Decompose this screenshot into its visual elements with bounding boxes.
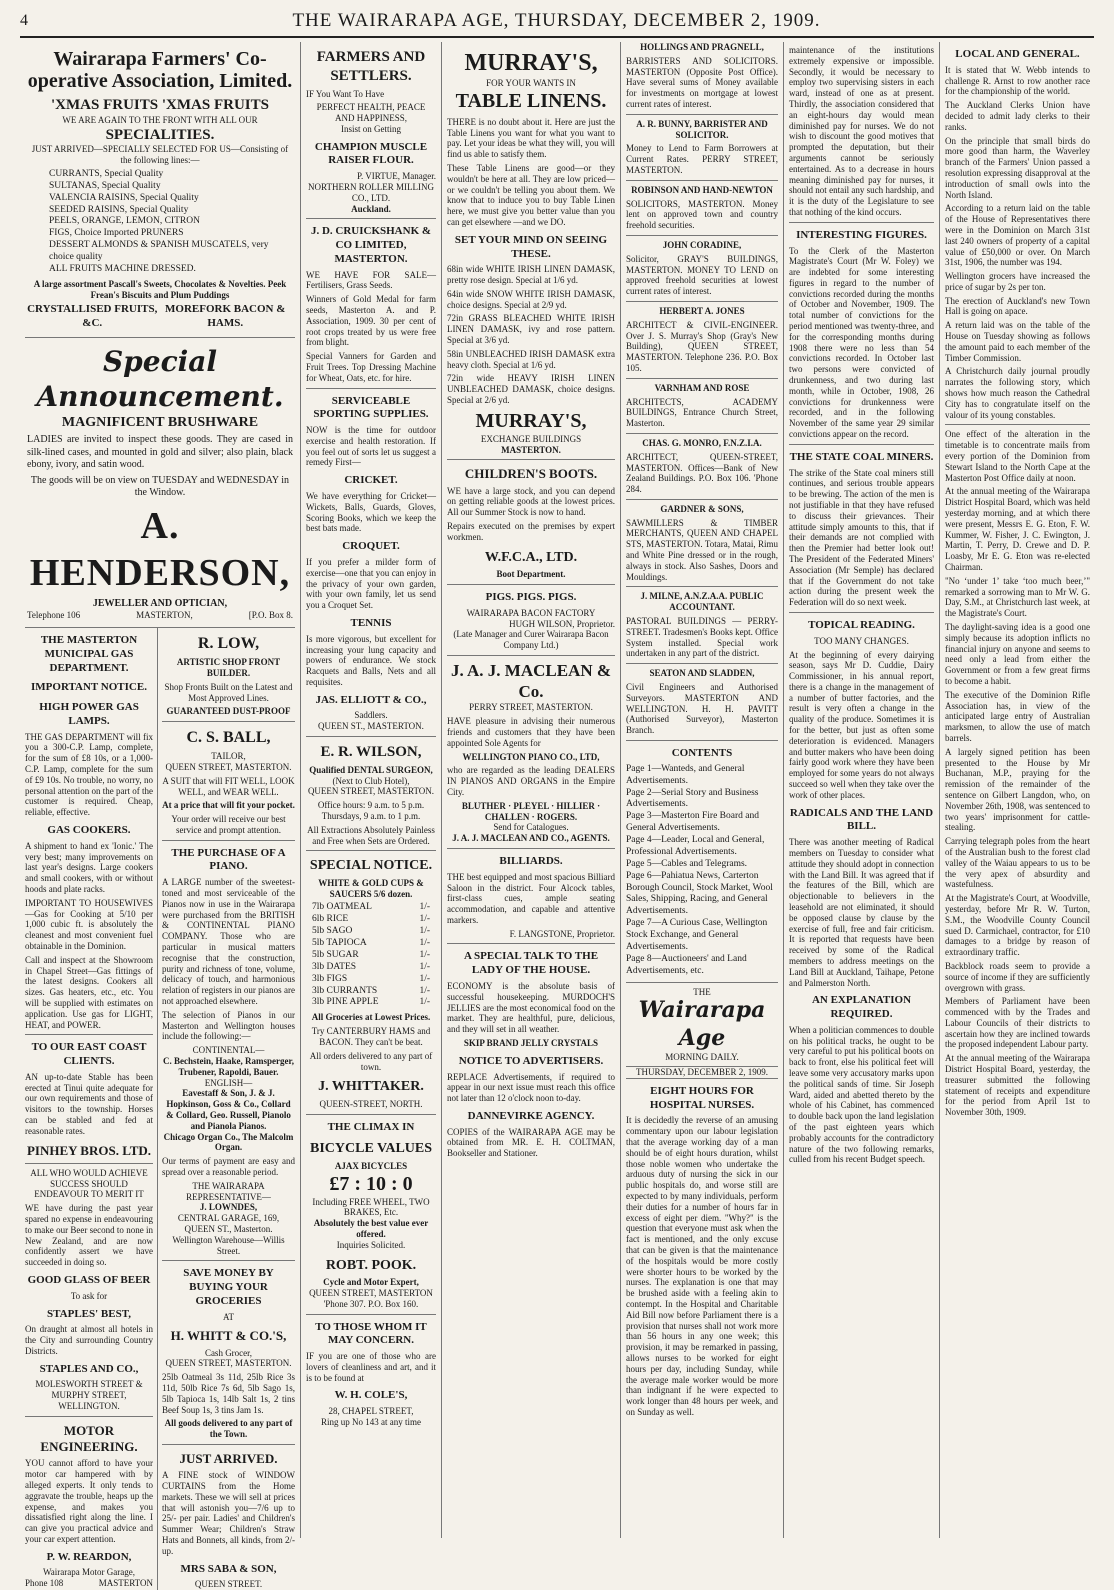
- local-title: LOCAL AND GENERAL.: [955, 48, 1080, 60]
- murrays-bldg: EXCHANGE BUILDINGS: [480, 433, 582, 444]
- wilson-note: All Extractions Absolutely Painless and Free when Sets are Ordered.: [307, 824, 435, 846]
- boots-title: CHILDREN'S BOOTS.: [464, 466, 598, 482]
- jelly-brand: SKIP BRAND JELLY CRYSTALS: [463, 1037, 599, 1048]
- card: SEATON AND SLADDEN, Civil Engineers and Authorised Surveyors. MASTERTON AND WELLINGTON. H. H. PAVITT (Authorised Surveyor), Masterton Branch.: [626, 668, 778, 736]
- wilson-trade: Qualified DENTAL SURGEON,: [309, 764, 433, 775]
- contents-title: CONTENTS: [671, 747, 733, 760]
- piano-body: A LARGE number of the sweetest-toned and most serviceable of the Pianos now in use in the Wairarapa were purchased from the BRITISH & CONTINENTAL PIANO COMPANY. Those who are particular in musical matters recognise that the construction, purity and richness of tone, volume, delicacy of touch, and harmonious relation of registers in our pianos are not approached elsewhere.: [162, 877, 295, 1006]
- topical-body: At the beginning of every dairying season, says Mr D. Cuddie, Dairy Commissioner, in his annual report, there is a change in the management of a number of butter factories, and the result is very often a change in the quality of the produce. Sometimes it is for the better, but just as often some deterioration is evidenced. Managers and butter makers who have been doing fairly good work where they have been employed for some years do not always succeed so well when they take over the work of other places.: [789, 649, 934, 800]
- local-item: Wellington grocers have increased the price of sugar by 2s per ton.: [945, 271, 1090, 292]
- henderson-trade: JEWELLER AND OPTICIAN,: [92, 597, 228, 609]
- contents-item: Page 7—A Curious Case, Wellington Stock Exchange, and General Advertisements.: [626, 918, 768, 952]
- advertisers-body: REPLACE Advertisements, if required to appear in our next issue must reach this office not later than 12 o'clock noon to-day.: [447, 1071, 615, 1104]
- card: HOLLINGS AND PRAGNELL, BARRISTERS AND SOLICITORS. MASTERTON (Opposite Post Office). Have several sums of Money available for investments on mortgage at lowest current rates of interest.: [626, 42, 778, 109]
- staples-co: STAPLES AND CO.,: [39, 1362, 139, 1375]
- local-item: It is stated that W. Webb intends to challenge R. Arnst to row another race for the championship of the world.: [945, 64, 1090, 97]
- card: GARDNER & SONS, SAWMILLERS & TIMBER MERCHANTS, QUEEN AND CHAPEL STS, MASTERTON. Totara, Matai, Rimu and White Pine dressed or in the rough, always in stock. Also Sashes, Doors and Mouldings.: [626, 503, 778, 582]
- boots-repairs: Repairs executed on the premises by expert workmen.: [447, 521, 615, 542]
- list-item: SEEDED RAISINS, Special Quality: [49, 204, 189, 215]
- radicals-title: RADICALS AND THE LAND BILL.: [789, 806, 934, 833]
- nurses-title: EIGHT HOURS FOR HOSPITAL NURSES.: [649, 1084, 755, 1111]
- gas-important: IMPORTANT TO HOUSEWIVES—Gas for Cooking at 5/10 per 1,000 cubic ft. is absolutely the cleanest and most convenient fuel obtainable in the Dominion.: [25, 897, 153, 951]
- murrays-body: THERE is no doubt about it. Here are just the Table Linens you want for what you want to pay. Let your ideas be what they will, you will find us able to satisfy them.: [447, 116, 615, 160]
- list-item: ALL FRUITS MACHINE DRESSED.: [49, 263, 196, 274]
- murrays-name-2: MURRAY'S,: [475, 409, 587, 432]
- staples-ask: To ask for: [70, 1290, 108, 1301]
- wfca-trade: Boot Department.: [496, 569, 566, 580]
- news-item: At the annual meeting of the Wairarapa District Hospital Board, yesterday, the treasurer submitted the following statement of receipts and expenditure for the period from April 1st to November 30th, 1909.: [945, 1053, 1090, 1118]
- billiards-body: THE best equipped and most spacious Billiard Saloon in the district. Four Alcock tables, first-class cues, ample seating accommodation, and capable and attentive markers.: [447, 871, 615, 925]
- column-3: [442, 42, 621, 1538]
- arrived-body: A FINE stock of WINDOW CURTAINS from the Home markets. These we will sell at prices that will astonish you—7/6 up to 25/- per pair. Ladies' and Children's Summer Wear; Children's Straw Hats and Bonnets, all kinds, from 2/- up.: [162, 1470, 295, 1556]
- arrived-title: JUST ARRIVED.: [179, 1450, 278, 1466]
- local-item: A Christchurch daily journal proudly narrates the following story, which shows how much reason the Cathedral City has to congratulate itself on the valour of its young constables.: [945, 366, 1090, 420]
- column-1: [20, 42, 301, 1590]
- sweets-line: A large assortment Pascall's Sweets, Chocolates & Novelties. Peek Frean's Biscuits and Plum Puddings: [33, 278, 287, 300]
- maclean-dealers: who are regarded as the leading DEALERS IN PIANOS AND ORGANS in the Empire City.: [447, 765, 615, 797]
- farmers-signer: P. VIRTUE, Manager.: [356, 171, 436, 182]
- contents-item: Page 5—Cables and Telegrams.: [626, 858, 748, 869]
- staples-best: STAPLES' BEST,: [47, 1307, 131, 1320]
- croquet-heading: CROQUET.: [342, 540, 400, 553]
- columns: [20, 42, 1100, 1590]
- farmers-perfect: PERFECT HEALTH, PEACE AND HAPPINESS,: [316, 102, 426, 124]
- special-announcement: Special Announcement.: [36, 344, 284, 413]
- specialities: SPECIALITIES.: [105, 126, 215, 143]
- list-item: PEELS, ORANGE, LEMON, CITRON: [49, 216, 200, 227]
- contents-item: Page 2—Serial Story and Business Advertisements.: [626, 787, 759, 810]
- henderson-town: MASTERTON,: [136, 610, 193, 621]
- low-guarantee: GUARANTEED DUST-PROOF: [166, 706, 291, 717]
- sporting-intro: NOW is the time for outdoor exercise and health restoration. If you feel out of sorts let us suggest a remedy First—: [306, 425, 436, 468]
- brushware-body: LADIES are invited to inspect these goods. They are cased in silk-lined cases, and mounted in gold and silver; also plain, black ebony, ivory, and satin wood.: [27, 434, 293, 471]
- card: A. R. BUNNY, BARRISTER AND SOLICITOR. Money to Lend to Farm Borrowers at Current Rates. PERRY STREET, MASTERTON.: [626, 118, 778, 175]
- dannevirke-agency: DANNEVIRKE AGENCY.: [467, 1109, 595, 1122]
- henderson-telephone: Telephone 106: [27, 610, 81, 621]
- contents-item: Page 1—Wanteds, and General Advertisements.: [626, 763, 745, 786]
- climax-price: £7 : 10 : 0: [329, 1172, 413, 1195]
- page-number: 4: [20, 12, 29, 29]
- just-arrived: JUST ARRIVED—SPECIALLY SELECTED FOR US—Consisting of the following lines:—: [31, 144, 289, 166]
- piano-selection: The selection of Pianos in our Masterton and Wellington houses include the following:—: [162, 1009, 295, 1042]
- croquet-body: If you prefer a milder form of exercise—one that you can enjoy in the privacy of your own garden, with your own family, let us send you a Croquet Set.: [306, 556, 436, 611]
- linen-item: 58in UNBLEACHED IRISH DAMASK extra heavy cloth. Special at 1/6 yd.: [447, 348, 615, 370]
- tennis-heading: TENNIS: [350, 616, 392, 629]
- special-try: Try CANTERBURY HAMS and BACON. They can't be beat.: [311, 1026, 431, 1047]
- pook-name: ROBT. POOK.: [325, 1257, 417, 1273]
- list-item: FIGS, Choice Imported PRUNERS: [49, 228, 184, 239]
- murrays-mind: SET YOUR MIND ON SEEING THESE.: [454, 233, 608, 260]
- masthead-title: THE WAIRARAPA AGE, THURSDAY, DECEMBER 2, 1909.: [292, 10, 821, 31]
- motor-title: MOTOR ENGINEERING.: [40, 1422, 138, 1455]
- pigs-title: PIGS. PIGS. PIGS.: [485, 590, 577, 603]
- reardon-phone: Phone 108: [25, 1578, 64, 1589]
- interesting-body: To the Clerk of the Masterton Magistrate's Court (Mr W. Foley) we are indebted for some interesting figures in regard to the number of convictions recorded during the months of October and November, 1909. The total number of convictions for the period mentioned was twenty-three, and for the corresponding months during 1908 there were no less than 54 convictions recorded. In October last two persons were convicted of drunkenness, and two during last month, while in October, 1908, 26 convictions for drunkenness were recorded, and in the following November of the same year 29 similar convictions appear on the record.: [789, 245, 934, 440]
- piano-rep: THE WAIRARAPA REPRESENTATIVE—: [186, 1180, 271, 1202]
- special-groceries: All Groceries at Lowest Prices.: [311, 1012, 431, 1023]
- news-item: A largely signed petition has been presented to the House by Mr Buchanan, M.P., praying for the remission of the remainder of the sentence on Gilbert Langdon, who, on November 26th, 1908, was sentenced to two years' imprisonment for cattle-stealing.: [945, 746, 1090, 833]
- elliott-street: QUEEN ST., MASTERTON.: [318, 721, 424, 732]
- reardon-town: MASTERTON: [98, 1578, 153, 1589]
- elliott-name: JAS. ELLIOTT & CO.,: [315, 693, 427, 706]
- pook-phone: 'Phone 307. P.O. Box 160.: [323, 1298, 419, 1309]
- contents-item: Page 3—Masterton Fire Board and General Advertisements.: [626, 811, 759, 834]
- gas-dept-title: THE MASTERTON MUNICIPAL GAS DEPARTMENT.: [40, 634, 138, 674]
- wilson-name: E. R. WILSON,: [320, 744, 422, 761]
- list-item: 3lb PINE APPLE 1/-: [312, 997, 430, 1008]
- gas-lamps-body: THE GAS DEPARTMENT will fix you a 300-C.P. Lamp, complete, for the sum of £8 10s, or a 1,000-C.P. Lamp, complete for the sum of £9 10s. No trouble, no worry, no personal attention on the part of the customer is required. Cheap, reliable, effective.: [25, 731, 153, 818]
- billiards-title: BILLIARDS.: [499, 854, 563, 867]
- murrays-table-linens: TABLE LINENS.: [455, 89, 607, 112]
- reardon-garage: Wairarapa Motor Garage,: [43, 1567, 135, 1578]
- linen-item: 72in GRASS BLEACHED WHITE IRISH LINEN DAMASK, ivy and rose pattern. Special at 3/6 yd.: [447, 313, 615, 346]
- henderson-box: [P.O. Box 8.: [248, 610, 293, 621]
- staples-draught: On draught at almost all hotels in the City and surrounding Country Districts.: [25, 1324, 153, 1356]
- list-item: 5lb TAPIOCA 1/-: [312, 938, 430, 949]
- pigs-body: WAIRARAPA BACON FACTORY: [466, 607, 596, 618]
- linen-item: 64in wide SNOW WHITE IRISH DAMASK, choice designs. Special at 2/9 yd.: [447, 288, 615, 310]
- paper-sub: MORNING DAILY.: [665, 1052, 739, 1063]
- fruit-list: [49, 169, 293, 276]
- card: J. MILNE, A.N.Z.A.A. PUBLIC ACCOUNTANT. PASTORAL BUILDINGS — PERRY-STREET. Tradesmen's Books kept. Office System installed. Special work undertaken in any part of the district.: [626, 591, 778, 659]
- special-orders: All orders delivered to any part of town.: [309, 1050, 433, 1072]
- brushware-heading: MAGNIFICENT BRUSHWARE: [61, 414, 259, 430]
- whitt-save: SAVE MONEY BY BUYING YOUR GROCERIES: [183, 1267, 274, 1307]
- list-item: SULTANAS, Special Quality: [49, 180, 161, 191]
- cruickshank-sale: WE HAVE FOR SALE—Fertilisers, Grass Seeds.: [306, 269, 436, 291]
- staples-body: WE have during the past year spared no expense in endeavouring to make our Beer second to none in New Zealand, and are now confidently assert we have succeeded in doing so.: [25, 1203, 153, 1268]
- whitt-list: 25lb Oatmeal 3s 11d, 25lb Rice 3s 11d, 50lb Rice 7s 6d, 5lb Sago 1s, 5lb Tapioca 1s, 14lb Salt 1s, 2 tins Beef Soup 1s, 3 tins Jam 1s.: [162, 1372, 295, 1415]
- explanation-title: AN EXPLANATION REQUIRED.: [811, 994, 912, 1021]
- wfca-name: W.F.C.A., LTD.: [484, 549, 578, 565]
- murrays-for: FOR YOUR WANTS IN: [486, 78, 576, 88]
- news-item: The daylight-saving idea is a good one simply because its adoption inflicts no financial injury on anyone and seems to need only a lead from either the Government or from a few great firms to become a habit.: [945, 622, 1090, 686]
- ball-suit: A SUIT that will FIT WELL, LOOK WELL, and WEAR WELL.: [162, 775, 295, 797]
- maclean-body: HAVE pleasure in advising their numerous friends and customers that they have been appointed Sole Agents for: [447, 716, 615, 748]
- wilson-street: QUEEN STREET, MASTERTON.: [307, 786, 435, 797]
- cole-phone: Ring up No 143 at any time: [321, 1416, 421, 1427]
- whitt-trade: Cash Grocer,: [204, 1347, 253, 1358]
- climax-incl: Including FREE WHEEL, TWO BRAKES, Etc.: [312, 1196, 430, 1218]
- east-coast-title: TO OUR EAST COAST CLIENTS.: [31, 1041, 147, 1068]
- special-notice-title: SPECIAL NOTICE.: [309, 858, 433, 874]
- piano-title: THE PURCHASE OF A PIANO.: [171, 846, 286, 873]
- farmers-product: CHAMPION MUSCLE RAISER FLOUR.: [314, 140, 428, 167]
- local-item: On the principle that small birds do more good than harm, the Waverley branch of the Farmers' Union passed a resolution expressing disapproval at the introduction of small owls into the North Island.: [945, 135, 1090, 200]
- ball-order: Your order will receive our best service and prompt attention.: [171, 814, 286, 835]
- ball-price: At a price that will fit your pocket.: [162, 800, 295, 811]
- farmers-mills: NORTHERN ROLLER MILLING CO., LTD.: [308, 181, 434, 203]
- piano-organs: Chicago Organ Co., The Malcolm Organ.: [163, 1131, 294, 1153]
- staples-tagline: ALL WHO WOULD ACHIEVE SUCCESS SHOULD ENDEAVOUR TO MERIT IT: [30, 1167, 148, 1200]
- coal-title: THE STATE COAL MINERS.: [789, 450, 934, 463]
- henderson-name: A. HENDERSON,: [29, 504, 291, 595]
- nurses-continued: maintenance of the institutions extremely expensive or impossible. Secondly, it would be necessary to employ two supervising sisters in each ward, instead of one as at present. Thirdly, the association considered that an eight-hours day would mean diminished pay for nurses. We do not wish to discount the good motives that prompted the deputation, but their arguments cannot be seriously entertained. As to a decrease in hours meaning diminished pay for nurses, it should not entail any such hardship, and it is the duty of the Legislature to see that nothing of the kind occurs.: [789, 45, 934, 217]
- gas-dept-ad: [25, 628, 158, 1590]
- card: VARNHAM AND ROSE ARCHITECTS, ACADEMY BUILDINGS, Entrance Church Street, Masterton.: [626, 382, 778, 429]
- low-trade: ARTISTIC SHOP FRONT BUILDER.: [176, 657, 281, 678]
- interesting-title: INTERESTING FIGURES.: [796, 228, 927, 241]
- farmers-coop-title: Wairarapa Farmers' Co-operative Association, Limited.: [27, 48, 293, 92]
- list-item: VALENCIA RAISINS, Special Quality: [49, 192, 199, 203]
- news-item: At the Magistrate's Court, at Woodville, yesterday, before Mr R. W. Turton, S.M., the Woodville County Council sued D. Carmichael, contractor, for £10 damages to a bridge by reason of extraordinary traffic.: [945, 893, 1090, 958]
- column-2: [301, 42, 442, 1538]
- saba-street: QUEEN STREET.: [194, 1579, 263, 1590]
- whittaker-street: QUEEN-STREET, NORTH.: [319, 1098, 423, 1109]
- wilson-next: (Next to Club Hotel),: [332, 775, 410, 786]
- special-notice-sub: WHITE & GOLD CUPS & SAUCERS 5/6 dozen.: [318, 877, 424, 899]
- elliott-trade: Saddlers.: [354, 710, 388, 721]
- farmers-city: Auckland.: [351, 203, 391, 214]
- news-item: Carrying telegraph poles from the heart of the Australian bush to the forest clad valley of the Waiau appears to us to be the very apex of absurdity and wastefulness.: [945, 836, 1090, 890]
- news-item: At the annual meeting of the Wairarapa District Hospital Board, which was held yesterday morning, and at which there were present, Messrs E. G. Eton, F. W. Kummer, W. Fisher, J. C. Ewington, J. Martin, T. Perry, D. Crewe and D. P. Loasby, Mr E. G. Eton was re-elected Chairman.: [945, 486, 1090, 573]
- contents-list: [626, 764, 778, 978]
- list-item: 5lb SUGAR 1/-: [312, 949, 430, 960]
- whittaker-name: J. WHITTAKER.: [318, 1079, 424, 1095]
- low-name: R. LOW,: [197, 635, 260, 653]
- whitt-at: AT: [223, 1311, 234, 1322]
- gas-cookers-body: A shipment to hand ex 'Ionic.' The very best; many improvements on last year's designs. Large cookers and small cookers, with or without hoods and plate racks.: [25, 840, 153, 894]
- news-item: Backblock roads seem to provide a source of income if they are sufficiently overgrown with grass.: [945, 960, 1090, 993]
- sporting-title: SERVICEABLE SPORTING SUPPLIES.: [313, 394, 429, 421]
- ball-street: QUEEN STREET, MASTERTON.: [165, 761, 292, 772]
- murrays-body-2: These Table Linens are good—or they wouldn't be here at all. They are low priced—or we couldn't be telling you about them. We know that to induce you to buy Table Linen here, we must give you better value than you can get elsewhere —and we DO.: [447, 162, 615, 227]
- paper-name: Wairarapa Age: [638, 997, 766, 1051]
- piano-agent: J. LOWNDES,: [199, 1202, 258, 1213]
- explanation-body: When a politician commences to double on his political tracks, he ought to be very careful to put his political boots on back to front, else his political feet will leave some very accusatory marks upon the political sands of time. Sir Joseph Ward, aided and abetted thereto by the whole of his Cabinet, has commenced to double back upon the land legislation of the past eighteen years which probably accounts for the contradictory nature of the two following remarks, culled from his recent Budget speech.: [789, 1024, 934, 1165]
- tennis-body: Is more vigorous, but excellent for increasing your lung capacity and powers of endurance. We stock Racquets and Balls, Nets and all requisites.: [306, 633, 436, 687]
- column-1-right: [158, 628, 295, 1590]
- xmas-fruits: 'XMAS FRUITS 'XMAS FRUITS: [51, 97, 269, 113]
- piano-english: ENGLISH—: [204, 1077, 253, 1088]
- news-item: One effect of the alteration in the timetable is to concentrate mails from every portion of the Dominion from Stewart Island to the North Cape at the Masterton Post Office daily at noon.: [945, 429, 1090, 483]
- list-item: CURRANTS, Special Quality: [49, 168, 164, 179]
- list-item: 6lb RICE 1/-: [312, 914, 430, 925]
- farmers-want: IF You Want To Have: [306, 88, 385, 99]
- card: JOHN CORADINE, Solicitor, GRAY'S BUILDINGS, MASTERTON. MONEY TO LEND on approved freehold securities at lowest current rates of interest.: [626, 239, 778, 297]
- nurses-body: It is decidedly the reverse of an amusing commentary upon our labour legislation that the average working day of a man should be of eight hours duration, whilst those noble women who undertake the arduous duty of nursing the sick in our public hospitals do, and worse still are expected to by many individuals, perform their duties for a number of hours far in excess of eight per diem. "Why?" is the question that everyone must ask when the fact is mentioned, and the only excuse that can be given is that the maintenance of the hospitals would be more costly were shorter hours to be worked by the nurses. The explanation is one that may be brushed aside with a feeling akin to contempt. In the Hospital and Charitable Aid Bill now before Parliament there is a provision that nurses shall not work more than 56 hours in any one week; this provision, it may be remarked in passing, allows nurses to be worked for eight hours per day, including Sunday, while the average male worker would be more than indignant if he were expected to work longer than 48 hours per week, and on Sunday as well.: [626, 1115, 778, 1417]
- piano-brands-1: C. Bechstein, Haake, Ramsperger, Trubener, Rapoldi, Bauer.: [163, 1055, 294, 1077]
- pigs-note: (Late Manager and Curer Wairarapa Bacon Company Ltd.): [453, 629, 609, 651]
- murrays-name: MURRAY'S,: [464, 50, 598, 76]
- piano-continental: CONTINENTAL—: [192, 1045, 265, 1056]
- card: CHAS. G. MONRO, F.N.Z.I.A. ARCHITECT, QUEEN-STREET, MASTERTON. Offices—Bank of New Zealand Buildings. P.O. Box 106. 'Phone 284.: [626, 437, 778, 495]
- maclean-piano-co: WELLINGTON PIANO CO., LTD,: [462, 751, 600, 762]
- column-4: [621, 42, 784, 1538]
- radicals-body: There was another meeting of Radical members on Tuesday to consider what attitude they should adopt in connection with the Land Bill. It was agreed that if the features of the Bill, which are objectionable to believers in the leasehold are not eliminated, it should be opposed clause by clause by the exercise of full, free and fair criticism. It is reported that requests have been received by some of the Radical members to address meetings on the Land Bill at Auckland, Taihape, Petone and Palmerston North.: [789, 837, 934, 988]
- card: HERBERT A. JONES ARCHITECT & CIVIL-ENGINEER. Over J. S. Murray's Shop (Gray's New Building), QUEEN STREET, MASTERTON. Telephone 236. P.O. Box 105.: [626, 305, 778, 373]
- murrays-town: MASTERTON.: [501, 444, 561, 455]
- farmers-title: FARMERS AND SETTLERS.: [316, 49, 426, 84]
- topical-title: TOPICAL READING.: [808, 618, 915, 631]
- henderson-ad: [25, 338, 295, 628]
- list-item: DESSERT ALMONDS & SPANISH MUSCATELS, very choice quality: [49, 240, 269, 263]
- cole-street: 28, CHAPEL STREET,: [328, 1406, 414, 1417]
- climax-brand: AJAX BICYCLES: [334, 1160, 408, 1171]
- brushware-view: The goods will be on view on TUESDAY and WEDNESDAY in the Window.: [30, 474, 290, 499]
- farmers-coop-ad: [25, 42, 295, 338]
- motor-body: YOU cannot afford to have your motor car hampered with by alleged experts. It only tends to aggravate the trouble, heaps up the expense, and makes you dissatisfied right along the line. I can give you practical advice and your car expert attention.: [25, 1458, 153, 1544]
- ball-trade: TAILOR,: [211, 751, 246, 762]
- maclean-catalog: Send for Catalogues.: [493, 822, 569, 833]
- ball-name: C. S. BALL,: [186, 729, 271, 747]
- local-item: The erection of Auckland's new Town Hall is going on apace.: [945, 295, 1090, 317]
- masthead: [20, 6, 1094, 38]
- piano-terms: Our terms of payment are easy and spread over a reasonable period.: [162, 1156, 295, 1177]
- cruickshank-name: J. D. CRUICKSHANK & CO LIMITED, MASTERTON.: [310, 225, 432, 265]
- contents-item: Page 8—Auctioneers' and Land Advertisements, etc.: [626, 953, 747, 976]
- piano-wellington: Wellington Warehouse—Willis Street.: [172, 1234, 285, 1256]
- cricket-heading: CRICKET.: [344, 474, 398, 487]
- paper-the: THE: [693, 986, 711, 997]
- staples-city: WELLINGTON.: [58, 1401, 120, 1412]
- pinhey-name: PINHEY BROS. LTD.: [26, 1142, 151, 1158]
- low-note: Shop Fronts Built on the Latest and Most Approved Lines.: [164, 681, 293, 703]
- crystallised-fruits: CRYSTALLISED FRUITS, &C.: [27, 303, 158, 330]
- special-notice-list: [312, 902, 430, 1009]
- wilson-hours: Office hours: 9 a.m. to 5 p.m. Thursdays, 9 a.m. to 1 p.m.: [317, 800, 425, 821]
- staples-glass: GOOD GLASS OF BEER: [27, 1274, 151, 1287]
- morefork-bacon: MOREFORK BACON & HAMS.: [165, 303, 286, 330]
- list-item: 7lb OATMEAL 1/-: [312, 902, 430, 913]
- maclean-agents: J. A. J. MACLEAN AND CO., AGENTS.: [452, 833, 610, 844]
- local-item: The Auckland Clerks Union have decided to admit lady clerks to their ranks.: [945, 100, 1090, 132]
- list-item: 3lb CURRANTS 1/-: [312, 985, 430, 996]
- cruickshank-body: Winners of Gold Medal for farm seeds, Masterton A. and P. Association, 1909. 30 per cent of root crops treated by us were free from blight.: [306, 294, 436, 348]
- saba-name: MRS SABA & SON,: [180, 1562, 277, 1575]
- whitt-name: H. WHITT & CO.'S,: [170, 1328, 287, 1344]
- advertisers-notice: NOTICE TO ADVERTISERS.: [458, 1054, 604, 1067]
- piano-brands-2: Eavestaff & Son, J. & J. Hopkinson, Goss & Co., Collard & Collard, Geo. Russell, Pianolo and Pianola Pianos.: [166, 1088, 291, 1131]
- concern-body: IF you are one of those who are lovers of cleanliness and art, and it is to be found at: [306, 1351, 436, 1383]
- paper-date: THURSDAY, DECEMBER 2, 1909.: [626, 1066, 778, 1079]
- boots-body: WE have a large stock, and you can depend on getting reliable goods at the lowest prices. All our Summer Stock is now to hand.: [447, 485, 615, 518]
- column-6: [940, 42, 1095, 1538]
- climax-title: THE CLIMAX IN: [327, 1120, 415, 1133]
- concern-title: TO THOSE WHOM IT MAY CONCERN.: [315, 1320, 427, 1347]
- pook-trade: Cycle and Motor Expert,: [323, 1277, 419, 1288]
- news-item: Members of Parliament have been commenced with by the Trades and Labour Councils of their districts to ascertain how they are inclined towards the proposed independent Labour party.: [945, 996, 1090, 1050]
- news-item: The executive of the Dominion Rifle Association has, in view of the anticipated large entry of Australian marksmen, to allow the use of match barrels.: [945, 689, 1090, 743]
- gas-showroom: Call and inspect at the Showroom in Chapel Street—Gas fittings of the latest designs. Cookers all sizes. Gas heaters, etc., etc. You will be supplied with estimates on application. Use gas for LIGHT, HEAT, and POWER.: [25, 954, 153, 1030]
- climax-offer: Absolutely the best value ever offered.: [313, 1218, 429, 1240]
- whitt-street: QUEEN STREET, MASTERTON.: [165, 1358, 292, 1369]
- maclean-brands: BLUTHER · PLEYEL · HILLIER · CHALLEN · ROGERS.: [461, 800, 601, 822]
- whitt-delivered: All goods delivered to any part of the Town.: [164, 1418, 293, 1440]
- contents-item: Page 6—Pahiatua News, Carterton Borough Council, Stock Market, Wool Sales, Shipping, Racing, and General Advertisements.: [626, 870, 773, 917]
- contents-item: Page 4—Leader, Local and General, Professional Advertisements.: [626, 835, 765, 857]
- pook-street: QUEEN STREET, MASTERTON: [309, 1287, 433, 1298]
- dannevirke-body: COPIES of the WAIRARAPA AGE may be obtained from MR. E. H. COLTMAN, Bookseller and Stationer.: [447, 1126, 615, 1159]
- local-item: According to a return laid on the table of the House of Representatives there were in the Dominion on March 31st last 240 owners of property of a capital value of £50,000 or over. On March 31st, 1906, the number was 194.: [945, 203, 1090, 268]
- list-item: 3lb DATES 1/-: [312, 961, 430, 972]
- climax-sub: BICYCLE VALUES: [309, 1141, 433, 1157]
- reardon-name: P. W. REARDON,: [46, 1550, 132, 1563]
- farmers-insist: Insist on Getting: [341, 123, 401, 134]
- gas-notice: IMPORTANT NOTICE.: [31, 681, 147, 694]
- maclean-street: PERRY STREET, MASTERTON.: [469, 702, 593, 713]
- gas-cookers-heading: GAS COOKERS.: [47, 824, 131, 837]
- list-item: 3lb FIGS 1/-: [312, 973, 430, 984]
- piano-street: CENTRAL GARAGE, 169, QUEEN ST., Masterton.: [177, 1213, 280, 1234]
- cricket-body: We have everything for Cricket—Wickets, Balls, Guards, Gloves, Scoring Books, which we keep the best bats made.: [306, 491, 436, 534]
- climax-invited: Inquiries Solicited.: [336, 1239, 406, 1250]
- list-item: 5lb SAGO 1/-: [312, 926, 430, 937]
- staples-street: MOLESWORTH STREET & MURPHY STREET,: [35, 1379, 143, 1401]
- to-the-front: WE ARE AGAIN TO THE FRONT WITH ALL OUR: [62, 114, 258, 125]
- gas-lamps-heading: HIGH POWER GAS LAMPS.: [39, 701, 139, 727]
- column-5: [784, 42, 940, 1538]
- news-item: "No ‘under 1’ take ‘too much beer,’" remarked a sorrowing man to Mr W. G. Day, S.M., at Christchurch last week, at the Magistrate's Court.: [945, 575, 1090, 619]
- linen-item: 68in wide WHITE IRISH LINEN DAMASK, pretty rose design. Special at 1/6 yd.: [447, 264, 615, 286]
- pigs-name: HUGH WILSON, Proprietor.: [509, 618, 615, 629]
- maclean-name: J. A. J. MACLEAN & Co.: [450, 660, 612, 702]
- jelly-body: ECONOMY is the absolute basis of successful housekeeping. MURDOCH'S JELLIES are the most economical food on the market. They are healthful, pure, delicious, and they will set in all weather.: [447, 980, 615, 1035]
- jelly-title: A SPECIAL TALK TO THE LADY OF THE HOUSE.: [463, 950, 599, 977]
- card: ROBINSON AND HAND-NEWTON SOLICITORS, MASTERTON. Money lent on approved town and country freehold securities.: [626, 184, 778, 231]
- cole-name: W. H. COLE'S,: [334, 1389, 408, 1402]
- east-coast-body: AN up-to-date Stable has been erected at Tinui quite adequate for our own requirements and those of visitors to the township. Horses can be stabled and fed at reasonable rates.: [25, 1071, 153, 1136]
- billiards-name: F. LANGSTONE, Proprietor.: [509, 928, 615, 939]
- cruickshank-agents: Special Vanners for Garden and Fruit Trees. Top Dressing Machine for Wheat, Oats, etc. for hire.: [306, 351, 436, 383]
- local-item: A return laid was on the table of the House on Tuesday showing as follows the amount paid to each member of the Timber Commission.: [945, 320, 1090, 363]
- coal-body: The strike of the State coal miners still continues, and serious trouble appears to be brewing. The action of the men is not justifiable in that they have refused to discuss their grievances. Their attitude simply amounts to this, that if their demands are not complied with then the Premier had better look out! The President of the Federated Miners' Association (Mr Semple) has declared that if the Government do not take action during the present week the Federation will do so next week.: [789, 467, 934, 608]
- linen-item: 72in wide HEAVY IRISH LINEN UNBLEACHED DAMASK, choice designs. Special at 2/6 yd.: [447, 373, 615, 406]
- topical-sub: TOO MANY CHANGES.: [814, 635, 909, 646]
